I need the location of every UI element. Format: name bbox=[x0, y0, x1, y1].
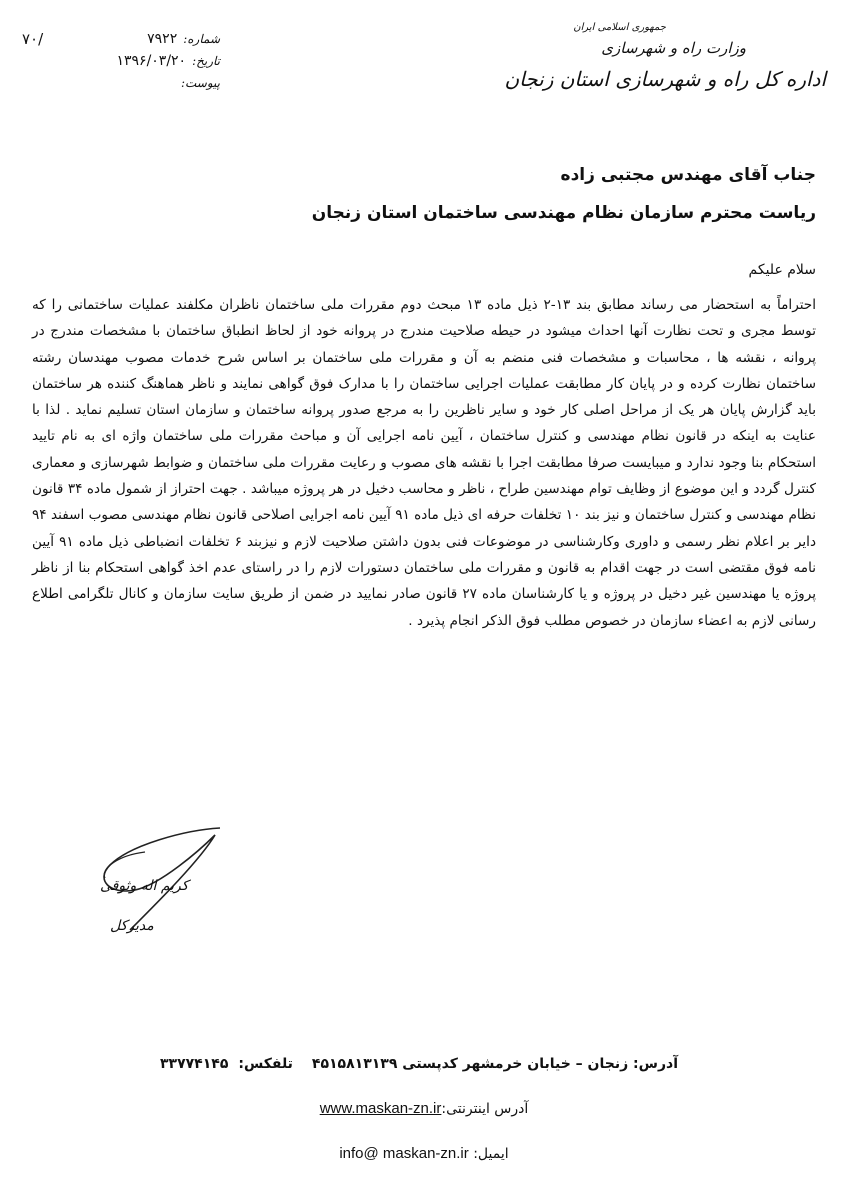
footer-website bbox=[0, 1100, 848, 1117]
phone-value: ۳۳۷۷۴۱۴۵ bbox=[160, 1056, 229, 1072]
page-number: ۷۰/ bbox=[22, 30, 44, 48]
footer-address: آدرس: زنجان – خیابان خرمشهر کدپستی ۴۵۱۵۸۱۳۱۳۹ bbox=[311, 1056, 678, 1072]
date-label: تاریخ: bbox=[192, 54, 220, 68]
email-link[interactable]: info@ maskan-zn.ir bbox=[339, 1145, 469, 1162]
footer-email bbox=[0, 1145, 848, 1162]
letterhead-country: جمهوری اسلامی ایران bbox=[573, 22, 666, 33]
recipient-block bbox=[36, 165, 816, 223]
meta-number-row bbox=[70, 28, 220, 50]
letterhead-ministry: وزارت راه و شهرسازی bbox=[601, 39, 746, 57]
email-label: ایمیل: bbox=[473, 1146, 509, 1162]
footer-phone bbox=[160, 1056, 293, 1072]
attachment-label: پیوست: bbox=[180, 76, 220, 90]
recipient-title: ریاست محترم سازمان نظام مهندسی ساختمان استان زنجان bbox=[311, 203, 816, 223]
recipient-name: جناب آقای مهندس مجتبی زاده bbox=[560, 165, 816, 185]
letter-meta bbox=[70, 28, 220, 94]
letterhead bbox=[466, 22, 826, 91]
greeting: سلام علیکم bbox=[748, 262, 816, 278]
website-link[interactable]: www.maskan-zn.ir bbox=[319, 1100, 442, 1117]
number-value: ۷۹۲۲ bbox=[147, 31, 178, 47]
number-label: شماره: bbox=[183, 32, 220, 46]
phone-label: تلفکس: bbox=[238, 1056, 293, 1072]
letterhead-office: اداره کل راه و شهرسازی استان زنجان bbox=[504, 67, 826, 91]
signatory-name: کریم اله وثوقی bbox=[100, 878, 189, 894]
signatory-title: مدیرکل bbox=[110, 918, 154, 934]
letter-body: احتراماً به استحضار می رساند مطابق بند ۱۳-۲ ذیل ماده ۱۳ مبحث دوم مقررات ملی ساختمان ناظران مکلفند عملیات ساختمانی را که توسط مجری و تحت نظارت آنها احداث میشود در حیطه صلاحیت مندرج در پروانه خود از لحاظ انطباق ساختمان با مشخصات مندرج در پروانه ، نقشه ها ، محاسبات و مشخصات فنی منضم به آن و مقررات ملی ساختمان بر اساس شرح خدمات مصوب مهندسان رشته ساختمان نظارت کرده و در پایان کار مطابقت عملیات اجرایی ساختمان را با مدارک فوق گواهی نمایند و ناظر هماهنگ کننده هر ساختمان باید گزارش پایان هر یک از مراحل اصلی کار خود و سایر ناظرین را به مرجع صدور پروانه ساختمان و سازمان استان تسلیم نماید . لذا با عنایت به اینکه در قانون نظام مهندسی و کنترل ساختمان ، آیین نامه اجرایی آن و مباحث مقررات ملی ساختمان واژه ای به نام تایید استحکام بنا وجود ندارد و میبایست صرفا مطابقت اجرا با نقشه های مصوب و رعایت مقررات ملی ساختمان و ضوابط شهرسازی و معماری کنترل گردد و این موضوع از وظایف توام مهندسین طراح ، ناظر و محاسب دخیل در هر پروژه میباشد . جهت احتراز از شمول ماده ۳۴ قانون نظام مهندسی و کنترل ساختمان و نیز بند ۱۰ تخلفات حرفه ای ذیل ماده ۹۱ آیین نامه اجرایی اصلاحی قانون نظام مهندسی مصوب اسفند ۹۴ دایر بر اعلام نظر رسمی و داوری وکارشناسی در موضوعات فنی بدون داشتن صلاحیت لازم و نیزبند ۶ تخلفات انضباطی ذیل ماده ۹۱ آیین نامه فوق مقتضی است در جهت اقدام به قانون و مقررات ملی ساختمان دستورات لازم را در راستای عدم اخذ گواهی استحکام بنا از ناظر پروژه یا مهندسین غیر دخیل در پروژه و یا کارشناسان ماده ۲۷ قانون صادر نمایید در ضمن از طریق سایت سازمان و کانال تلگرامی اطلاع رسانی لازم به اعضاء سازمان در خصوص مطلب فوق الذکر انجام پذیرد . bbox=[32, 297, 817, 629]
meta-date-row bbox=[70, 50, 220, 72]
website-label: آدرس اینترنتی: bbox=[441, 1101, 529, 1117]
date-value: ۱۳۹۶/۰۳/۲۰ bbox=[116, 53, 187, 69]
meta-attachment-row bbox=[70, 72, 220, 94]
